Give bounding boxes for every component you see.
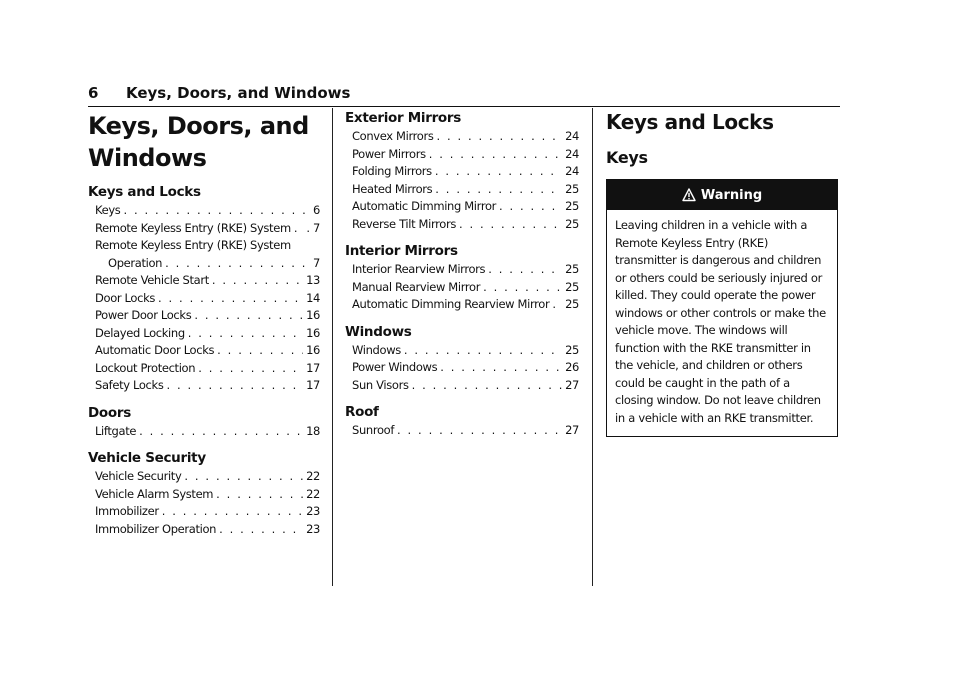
toc-leader-dots	[435, 181, 562, 199]
toc-leader-dots	[158, 290, 303, 308]
column-divider-2	[592, 108, 593, 586]
toc-leader-dots	[139, 423, 303, 441]
toc-entry[interactable]	[345, 181, 579, 199]
running-title: Keys, Doors, and Windows	[126, 84, 351, 102]
toc-entry[interactable]	[345, 296, 579, 314]
toc-entry-page: 16	[306, 325, 320, 340]
toc-leader-dots	[459, 216, 562, 234]
toc-leader-dots	[165, 255, 310, 273]
toc-entry-page: 25	[565, 262, 579, 276]
toc-entry-label: Reverse Tilt Mirrors	[352, 216, 456, 231]
toc-entry[interactable]	[88, 220, 320, 238]
toc-leader-dots	[404, 342, 562, 360]
toc-entry[interactable]	[345, 422, 579, 440]
toc-leader-dots	[412, 377, 562, 395]
toc-leader-dots	[166, 377, 303, 395]
toc-entry-label: Remote Vehicle Start	[95, 273, 209, 287]
toc-entry-page: 24	[565, 146, 579, 161]
warning-text: Leaving children in a vehicle with a Remote Keyless Entry (RKE) transmitter is dangerous and children or others could be seriously injured or killed. They could operate the power windows or other controls or make the vehicle move. The windows will function with the RKE transmitter in the vehicle, and children or others could be caught in the path of a closing window. Do not leave children in a vehicle with an RKE transmitter.	[615, 218, 826, 425]
toc-entry-label: Immobilizer	[95, 504, 159, 518]
toc-entry-label: Heated Mirrors	[352, 181, 433, 196]
toc-entry-page: 6	[313, 203, 320, 217]
toc-entry-label: Convex Mirrors	[352, 129, 434, 143]
toc-section-heading: Vehicle Security	[88, 450, 206, 466]
warning-box	[606, 179, 838, 437]
toc-entry[interactable]	[88, 255, 320, 273]
toc-entry-page: 23	[306, 521, 320, 536]
toc-entry[interactable]	[88, 360, 320, 378]
toc-entry-label: Delayed Locking	[95, 325, 185, 340]
toc-entry[interactable]	[88, 307, 320, 325]
toc-entry-page: 27	[565, 423, 579, 437]
toc-entry-label: Power Door Locks	[95, 308, 192, 322]
toc-entry[interactable]	[88, 202, 320, 220]
chapter-title	[88, 110, 320, 174]
toc-entry-label: Sun Visors	[352, 377, 409, 392]
toc-entry-page: 25	[565, 216, 579, 231]
toc-entry-label: Safety Locks	[95, 378, 164, 392]
toc-entry[interactable]	[345, 216, 579, 234]
chapter-title-line-2: Windows	[88, 144, 207, 172]
toc-entry-page: 23	[306, 504, 320, 518]
toc-leader-dots	[216, 486, 303, 504]
toc-leader-dots	[552, 296, 562, 314]
toc-column-2	[345, 110, 579, 440]
toc-entry[interactable]	[345, 198, 579, 216]
toc-section-heading: Interior Mirrors	[345, 243, 458, 259]
toc-entry-label: Vehicle Alarm System	[95, 486, 214, 501]
toc-entry-label: Power Mirrors	[352, 146, 426, 161]
toc-entry-label: Immobilizer Operation	[95, 521, 217, 536]
toc-entry[interactable]	[88, 290, 320, 308]
section-title: Keys and Locks	[606, 110, 774, 134]
toc-entry-page: 26	[565, 360, 579, 374]
toc-entry[interactable]	[88, 521, 320, 539]
toc-entry-label: Folding Mirrors	[352, 164, 432, 178]
toc-entry-label: Interior Rearview Mirrors	[352, 262, 486, 276]
toc-entry-label: Sunroof	[352, 423, 395, 437]
toc-entry-label: Operation	[108, 255, 163, 270]
toc-entry[interactable]	[88, 272, 320, 290]
toc-entry[interactable]	[88, 468, 320, 486]
toc-leader-dots	[499, 198, 562, 216]
toc-entry-page: 25	[565, 279, 579, 294]
toc-entry[interactable]	[345, 377, 579, 395]
toc-entry-label: Manual Rearview Mirror	[352, 279, 481, 294]
warning-triangle-icon	[682, 188, 696, 202]
toc-leader-dots	[429, 146, 562, 164]
toc-entry-page: 17	[306, 360, 320, 375]
toc-entry-label: Door Locks	[95, 290, 156, 305]
chapter-title-line-1: Keys, Doors, and	[88, 112, 309, 140]
toc-leader-dots	[217, 342, 303, 360]
toc-section-heading: Keys and Locks	[88, 184, 201, 200]
toc-entry-page: 14	[306, 290, 320, 305]
toc-entry-label: Liftgate	[95, 423, 137, 438]
toc-entry-label: Automatic Dimming Mirror	[352, 199, 497, 213]
toc-entry-page: 16	[306, 343, 320, 357]
toc-entry-page: 25	[565, 181, 579, 196]
toc-leader-dots	[488, 261, 562, 279]
toc-leader-dots	[194, 307, 303, 325]
toc-entry-page: 27	[565, 377, 579, 392]
toc-entry-page: 25	[565, 297, 579, 311]
toc-entry-page: 7	[313, 255, 320, 270]
toc-entry[interactable]	[345, 342, 579, 360]
toc-entry-label: Lockout Protection	[95, 360, 196, 375]
toc-leader-dots	[483, 279, 562, 297]
toc-leader-dots	[123, 202, 310, 220]
subsection-title: Keys	[606, 148, 648, 167]
toc-entry[interactable]	[345, 279, 579, 297]
toc-leader-dots	[212, 272, 303, 290]
toc-entry-label: Automatic Door Locks	[95, 343, 215, 357]
toc-column-1	[88, 110, 320, 538]
toc-entry[interactable]	[345, 146, 579, 164]
toc-leader-dots	[435, 163, 562, 181]
toc-entry-label: Keys	[95, 203, 121, 217]
toc-leader-dots	[440, 359, 562, 377]
column-divider-1	[332, 108, 333, 586]
toc-entry[interactable]	[88, 377, 320, 395]
page-header	[88, 84, 840, 107]
toc-entry-page: 25	[565, 199, 579, 213]
content-column	[606, 110, 840, 437]
toc-leader-dots	[436, 128, 562, 146]
toc-entry-page: 24	[565, 129, 579, 143]
toc-entry-label: Vehicle Security	[95, 469, 182, 483]
toc-entry-page: . 7	[306, 220, 320, 235]
toc-entry-label: Automatic Dimming Rearview Mirror	[352, 297, 550, 311]
toc-leader-dots	[188, 325, 303, 343]
toc-entry-page: 22	[306, 469, 320, 483]
toc-entry[interactable]	[88, 503, 320, 521]
toc-section-heading: Doors	[88, 404, 131, 421]
toc-entry-label: Power Windows	[352, 360, 438, 374]
toc-leader-dots	[184, 468, 303, 486]
toc-entry-page: 16	[306, 308, 320, 322]
toc-entry-page: 13	[306, 273, 320, 287]
toc-leader-dots	[219, 521, 303, 539]
toc-leader-dots	[162, 503, 303, 521]
toc-entry-page: 18	[306, 423, 320, 438]
toc-entry[interactable]	[88, 486, 320, 504]
page-number: 6	[88, 84, 99, 102]
warning-label: Warning	[700, 187, 763, 203]
warning-header	[607, 180, 837, 210]
toc-entry[interactable]	[345, 261, 579, 279]
toc-section-heading: Windows	[345, 323, 412, 340]
toc-entry[interactable]	[345, 359, 579, 377]
toc-entry-page: 22	[306, 486, 320, 501]
toc-entry-label: Windows	[352, 342, 401, 357]
toc-leader-dots	[397, 422, 562, 440]
toc-entry-label: Remote Keyless Entry (RKE) System	[95, 220, 291, 235]
toc-entry[interactable]	[88, 325, 320, 343]
toc-entry[interactable]	[88, 342, 320, 360]
toc-entry-page: 24	[565, 164, 579, 178]
toc-entry[interactable]	[345, 163, 579, 181]
toc-entry[interactable]	[88, 423, 320, 441]
toc-entry-page: 17	[306, 378, 320, 392]
toc-entry[interactable]	[345, 128, 579, 146]
toc-leader-dots	[294, 220, 304, 238]
toc-entry-page: 25	[565, 342, 579, 357]
toc-leader-dots	[198, 360, 303, 378]
toc-entry-label: Remote Keyless Entry (RKE) System	[95, 238, 291, 252]
toc-section-heading: Roof	[345, 404, 379, 420]
toc-section-heading: Exterior Mirrors	[345, 110, 462, 126]
